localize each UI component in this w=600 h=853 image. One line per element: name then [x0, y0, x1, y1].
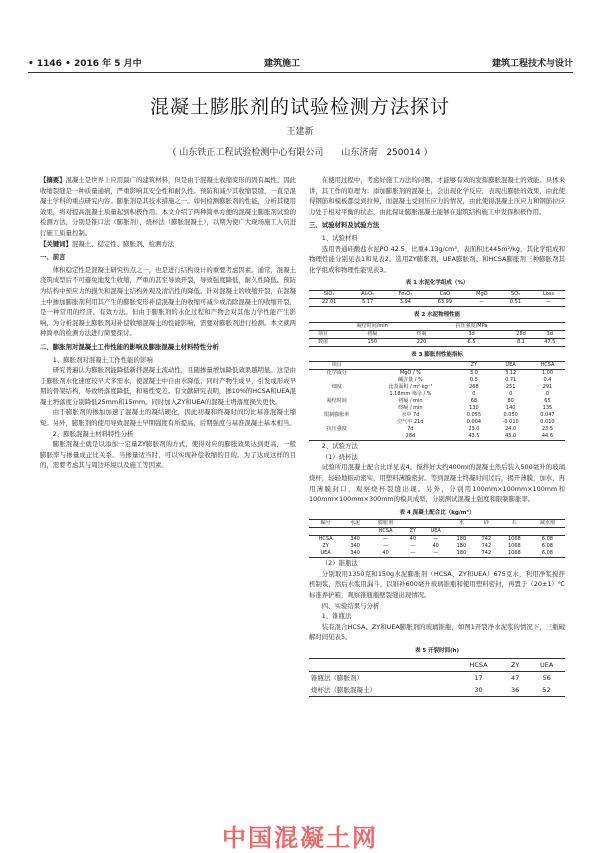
table-cell: 23.0: [468, 426, 480, 433]
table-cell: 1068: [507, 536, 521, 543]
table-cell: 1.18mm 筛余 / %: [389, 391, 432, 398]
table-cell: 1068: [499, 550, 530, 558]
table-cell: —: [383, 536, 389, 543]
table-header-cell: ZY: [456, 362, 491, 370]
table-header-cell: Loss: [532, 290, 565, 298]
table-header-cell: [364, 362, 456, 370]
abstract: [40, 175, 296, 239]
table5: [309, 658, 565, 697]
table-cell: —: [465, 298, 499, 306]
table-row: [309, 391, 565, 398]
table-cell: 0.71: [505, 377, 517, 384]
table-cell: 6.08: [530, 550, 565, 558]
table-cell: 抗压强度: [326, 426, 347, 433]
table-cell: 8.1: [507, 338, 534, 346]
table-cell: 30: [455, 684, 502, 697]
table-header-cell: 编号: [309, 520, 342, 528]
table2: [309, 322, 565, 347]
table-header-cell: 石: [499, 520, 530, 528]
table-cell: 1.00: [541, 370, 554, 377]
table2-caption: 表 2 水泥物理性能: [413, 311, 461, 318]
table-header-cell: HCSA: [530, 362, 565, 370]
table-cell: ZY: [322, 543, 329, 550]
table-cell: 340: [342, 550, 368, 558]
left-section-paragraph: 由于膨胀剂的掺加加速了混凝土的凝结硬化，因此初凝和终凝时间均比基准混凝土缩短。另外，膨胀剂的使用导致混凝土早期强度有所提高，后期强度与基准混凝土基本相当。: [40, 408, 296, 428]
table-cell: 锥瓶法（膨胀剂）: [311, 673, 363, 682]
table-cell: 0: [509, 391, 513, 398]
table-row: [309, 398, 565, 405]
table-cell: 340: [350, 536, 360, 543]
table-cell: 291: [542, 384, 553, 391]
table4: [309, 519, 565, 558]
left-section-paragraph: 研究普遍认为膨胀剂能降低新拌混凝土流动性，且随掺量增加降低效果越明显。这是由于膨胀剂水化速度较早大多需水，使混凝土中自由水降低；同时产物生成早，引发或形成早期的骨架结构，导致坍落度降低，和易性变差。有文献研究表明，掺10%的HCSA和UEA混凝土坍落度分别降低25mm和15mm。同时加入ZY和UEA的混凝土坍落度损失更快。: [40, 366, 296, 406]
table-subheader-cell: 终凝: [408, 330, 436, 338]
table-cell: 40: [368, 550, 403, 558]
table-row: [309, 543, 565, 550]
table-cell: 24.0: [505, 426, 517, 433]
body-paragraph: （1）烧杯法: [321, 452, 358, 461]
body-paragraph: 1、锥瓶法: [321, 612, 352, 621]
table-subheader-cell: 项目: [309, 330, 337, 338]
table-header-cell: Fe₂O₃: [386, 290, 425, 298]
table-header-cell: 水泥: [342, 520, 368, 528]
table-cell: 150: [337, 338, 407, 346]
table-cell: 0.5: [469, 377, 478, 384]
table-header-cell: Al₂O₃: [349, 290, 386, 298]
table3-caption: 表 3 膨胀剂性能指标: [411, 351, 463, 358]
table-cell: [309, 433, 364, 441]
table-row: [309, 412, 565, 419]
left-section-heading: 一、前言: [40, 253, 66, 262]
table-subheader-cell: [342, 528, 368, 536]
table-subheader-cell: [449, 528, 474, 536]
table-cell: 0.4: [543, 377, 552, 384]
table-cell: 40: [432, 543, 439, 550]
journal-name: 建筑工程技术与设计: [491, 59, 573, 69]
methods-text: [309, 441, 565, 505]
table-cell: 22.01: [309, 298, 349, 306]
table-header-cell: 减水剂: [530, 520, 565, 528]
table-cell: —: [383, 543, 389, 550]
table-header-cell: [423, 520, 449, 528]
left-section-heading: 二、膨胀剂对混凝土工作性能的影响及膨胀混凝土材料特性分析: [40, 342, 219, 351]
table1-caption: 表 1 水泥化学组成（%）: [405, 280, 469, 287]
table-cell: 63.99: [425, 298, 465, 306]
page-number-date: • 1146 • 2016 年 5 月中: [28, 59, 142, 69]
table-cell: -0.010: [502, 419, 519, 426]
table-header-cell: CaO: [425, 290, 465, 298]
table-header-cell: [309, 322, 337, 330]
table-header-cell: SO₃: [499, 290, 532, 298]
table-header-cell: [507, 322, 534, 330]
table-subheader-cell: ZY: [403, 528, 422, 536]
table-header-cell: [408, 322, 436, 330]
table-row: [309, 671, 565, 684]
table-cell: 数值: [309, 338, 337, 346]
table-row: [309, 370, 565, 378]
table-subheader-cell: [530, 528, 565, 536]
table-cell: 6.08: [541, 543, 553, 550]
table-cell: 135: [542, 405, 553, 412]
keywords: [40, 239, 296, 250]
keywords-text: 混凝土、稳定性、膨胀剂、检测方法: [71, 239, 175, 248]
table-cell: 28d: [364, 433, 456, 441]
table-cell: 45.0: [491, 433, 529, 441]
table-header-cell: 膨胀剂: [368, 520, 403, 528]
abstract-label: 【摘要】: [40, 176, 66, 184]
paper-title: 混凝土膨胀剂的试验检测方法探讨: [149, 96, 450, 118]
table-subheader-cell: 3d: [535, 330, 565, 338]
left-column: [40, 175, 296, 471]
table-cell: 40: [409, 536, 417, 543]
table-cell: 80: [507, 398, 514, 405]
table4-caption: 表 4 混凝土配合比（kg/m³）: [399, 509, 475, 516]
body-paragraph: 四、实验结果与分析: [321, 601, 380, 610]
table-cell: 凝结时间: [326, 398, 347, 405]
table-cell: 251: [505, 384, 516, 391]
table-cell: 0.004: [466, 419, 482, 426]
table-cell: 比表面积 / m²·kg⁻¹: [388, 384, 433, 391]
left-section-paragraph: 体积稳定性是混凝土研究热点之一，也是进行结构设计的重要考虑因素。通常，混凝土浇筑成型后不可避免地发生收缩，严重的甚至导致开裂，导致强度降低，耐久性降低。预防为结构中预应力的损失和混凝土结构外观及清洁性的降低。针对混凝土的收缩开裂，在混凝土中掺加膨胀剂利用其产生的膨胀变形补偿混凝土的收缩可减少或消除混凝土的收缩开裂，是一种常用的经济、有效方法。但由于膨胀剂的水化过程和产物会对其他力学性能产生影响，为分析混凝土膨胀剂对补偿收缩混凝土的性能影响，需要对膨胀剂进行检测。本文就两种简单的检测方法进行简要探讨。: [40, 265, 296, 338]
table-cell: —: [433, 536, 439, 543]
table-cell: 碱含量 / %: [398, 377, 423, 384]
table-cell: 烧杯法（膨胀混凝土）: [309, 684, 455, 697]
left-section-paragraph: 膨胀混凝土就是以添加一定量ZY膨胀剂的方式，使得对应的膨胀效果达到更高，一般膨胀率与掺量成正比关系。当掺量适当时，可以实现补偿收缩的目的。为了达成这样的目的，需要考虑其与周边环境以及施工等因素。: [40, 440, 296, 470]
watermark-logo: 中国混凝土网: [222, 824, 378, 852]
table-cell: 180: [456, 543, 467, 550]
table-subheader-cell: [309, 528, 342, 536]
author: 王建新: [286, 127, 314, 137]
table-cell: 7d: [407, 426, 414, 433]
table-header-cell: 抗压强度/MPa: [436, 322, 508, 330]
table-cell: 0: [472, 391, 476, 398]
table-cell: 140: [505, 405, 516, 412]
left-section-paragraph: 1、膨胀剂对混凝土工作性能的影响: [52, 355, 153, 364]
table-cell: 5.17: [349, 298, 386, 306]
table-header-cell: [535, 322, 565, 330]
table-cell: 130: [469, 405, 479, 412]
table-cell: 23.5: [541, 426, 554, 433]
table-row: [309, 550, 565, 558]
table-cell: —: [532, 298, 565, 306]
table-cell: 限制膨胀率: [324, 412, 350, 419]
table-cell: 742: [481, 536, 492, 543]
table-row: [309, 377, 565, 384]
table-subheader-cell: [499, 528, 530, 536]
table1: [309, 290, 565, 307]
table-cell: 0.047: [540, 412, 555, 419]
methods-text-2: [309, 558, 565, 643]
table-cell: HCSA: [318, 536, 333, 543]
table-cell: 细度: [331, 384, 342, 391]
right-section-paragraph: 选用普通硅酸盐水泥PO 42.5，比重4.13g/cm³，表面积比445m²/kg，其化学组成和物理性能分别见表1和见表2。选用ZY膨胀剂、UEA膨胀剂、和HCSA膨胀剂三种膨胀剂其化学组成和物理性能见表3。: [309, 244, 565, 274]
table-cell: 43.5: [456, 433, 491, 441]
right-section-paragraph: 1、试验材料: [321, 233, 358, 242]
table-subheader-cell: 3d: [436, 330, 508, 338]
table-header-cell: 水: [449, 520, 474, 528]
table-cell: MgO / %: [399, 370, 421, 377]
table-cell: 180: [449, 550, 474, 558]
table-cell: 1068: [507, 543, 521, 550]
table-cell: 空气中 21d: [397, 419, 424, 426]
table-subheader-cell: 28d: [507, 330, 534, 338]
body-paragraph: 分别取用1350克和150g水泥膨胀剂（HCSA、ZY和UEA）675克水，利用净浆搅拌机制浆，然后水浆用漏斗，以锥补600毫升玻璃锥瓶和使用塑料密封，再置于（20±1）℃标准养护箱，观察锥瓶瓶壁裂缝出现情况。: [309, 569, 565, 600]
section-name: 建筑施工: [264, 59, 301, 69]
table-cell: 56: [542, 673, 551, 682]
table-cell: 0.055: [466, 412, 482, 419]
table-row: [309, 684, 565, 697]
table-subheader-cell: [474, 528, 499, 536]
table-row: [309, 298, 565, 306]
right-section-paragraph: 在使用过程中，考虑好施工方法的问题，才能够有效的发挥膨胀混凝土的效能。具体来讲，其工作的原理为：添加膨胀剂的混凝土，会出现化学反应，表现出膨胀的效果，由此使得钢筋和模板都受到拉伸，而混凝土受到压应力的情况，由此使得混凝土压应力和钢筋拉应力处于相对平衡的状态，由此保证膨胀混凝土能够在建筑结构施工中发挥积极作用。: [309, 176, 565, 216]
table-header-cell: UEA: [528, 658, 565, 671]
table-cell: 0.010: [540, 419, 555, 426]
table-subheader-cell: UEA: [423, 528, 449, 536]
table-cell: 0: [545, 391, 550, 398]
table-cell: 6.08: [541, 536, 553, 543]
abstract-text: 混凝土是世界上应用最广的建筑材料，但是由于混凝土收缩变形的固有属性，因此收缩裂缝是一种质量通病，严重影响其安全性和耐久性。预防和减少其收缩裂缝，一直是混凝土学科的重点研究内容。膨胀剂是其技术措施之一。如何检测膨胀剂的性能，分析其使用效果，将对提高混凝土质量起到积极作用。本文介绍了两种简单方便的混凝土膨胀剂试验的检测方法，分别是锥口法（膨胀剂）、烧杯法（膨胀混凝土），以期为使广大现场施工人员进行施工质量控制。: [40, 176, 297, 237]
table-cell: 0.51: [499, 298, 532, 306]
table-cell: 268: [469, 384, 479, 391]
body-paragraph: （2）锥瓶法: [321, 559, 358, 568]
table-cell: 化学成分: [326, 370, 347, 377]
table-row: [309, 384, 565, 391]
table-cell: 220: [408, 338, 436, 346]
table-cell: 17: [474, 673, 483, 682]
table-cell: 3.12: [505, 370, 517, 377]
table-cell: 742: [474, 550, 499, 558]
header-rule: [28, 72, 573, 73]
table-subheader-cell: HCSA: [368, 528, 403, 536]
table-header-cell: UEA: [491, 362, 529, 370]
table-cell: 6.5: [436, 338, 508, 346]
table-subheader-cell: 初凝: [337, 330, 407, 338]
table-header-cell: 项目: [309, 362, 364, 370]
table5-caption: 表 5 开裂时间(h): [414, 648, 460, 655]
right-body: [309, 175, 565, 275]
table-cell: 0.050: [503, 412, 518, 419]
table-header-cell: 凝结时间/min: [337, 322, 407, 330]
table-cell: 52: [528, 684, 565, 697]
keywords-label: 【关键词】: [40, 239, 72, 248]
table-row: [309, 338, 565, 346]
body-paragraph: 装有混合HCSA、ZY和UEA膨胀剂的玻璃锥瓶，如图1开裂净水泥浆的情况下，三瓶破解时间见表5。: [309, 622, 565, 642]
table-header-cell: ZY: [502, 658, 528, 671]
table-cell: 180: [456, 536, 467, 543]
right-column: [309, 175, 565, 697]
table-cell: 340: [350, 543, 360, 550]
table-header-cell: [403, 520, 422, 528]
table-cell: 初凝 / min: [398, 398, 423, 405]
table-cell: 742: [481, 543, 492, 550]
table-row: [309, 426, 565, 433]
table-header-cell: MgO: [465, 290, 499, 298]
table-header-cell: [309, 658, 455, 671]
body-paragraph: 2、试验方法: [321, 442, 358, 451]
table-header-cell: HCSA: [455, 658, 502, 671]
table-cell: 3.0: [469, 370, 478, 377]
table-cell: —: [410, 543, 416, 550]
table-cell: UEA: [309, 550, 342, 558]
table-row: [309, 419, 565, 426]
table-cell: —: [403, 550, 422, 558]
table-cell: 终凝 / min: [398, 405, 423, 412]
table-cell: —: [423, 550, 449, 558]
affiliation: （ 山东铁正工程试验检测中心有限公司 山东济南 250014 ）: [167, 148, 433, 158]
table-cell: 68: [470, 398, 478, 405]
table-cell: 3.94: [386, 298, 425, 306]
table-cell: 36: [502, 684, 528, 697]
table-cell: 47.5: [535, 338, 565, 346]
table-cell: 65: [544, 398, 551, 405]
table-header-cell: SiO₂: [309, 290, 349, 298]
table-row: [309, 536, 565, 544]
table-cell: 47: [510, 673, 520, 682]
right-section-heading: 三、试验材料及试验方法: [309, 221, 380, 230]
table3: [309, 361, 565, 441]
table-header-cell: 砂: [474, 520, 499, 528]
body-paragraph: 试验所用混凝土配合比详见表4。搅拌好大约400ml的混凝土然后装入500毫升的玻璃烧杯，轻轻地振动密实，用塑料薄膜密封。等到混凝土终凝时间过后，揭开薄膜，加水，再用薄膜封口，观察烧杯裂缝出现。另外，分别用100mm×100mm×100mm和100mm×100mm×300mm的模具成型，分别测试混凝土强度和限制膨胀率。: [309, 463, 565, 504]
left-section-paragraph: 2、膨胀混凝土材料特性分析: [52, 429, 134, 438]
table-row: [309, 433, 565, 441]
table-cell: 水中 7d: [401, 412, 420, 419]
table-cell: 44.6: [530, 433, 565, 441]
left-body: [40, 252, 296, 471]
